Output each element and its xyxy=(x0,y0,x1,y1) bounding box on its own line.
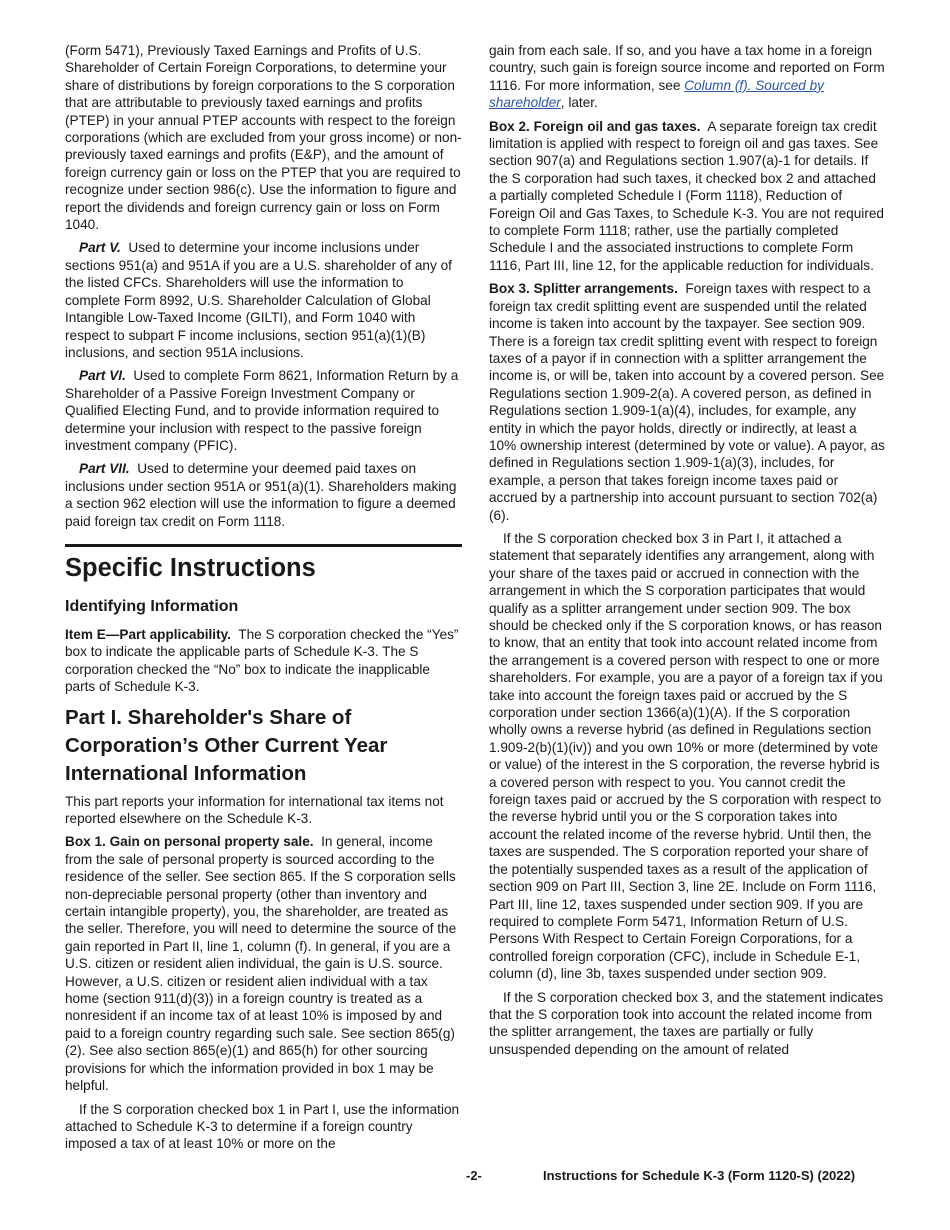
paragraph-box-3-cont-2: If the S corporation checked box 3, and the statement indicates that the S corporation took into account the related income from the splitter arrangement, the taxes are partially or fully unsuspended depending on the amount of related xyxy=(489,989,884,1057)
box-3-text: Foreign taxes with respect to a foreign tax credit splitting event are suspended until the related income is taken into account by the taxpayer. See section 909. There is a foreign tax credit splitting event with respect to foreign taxes of a payor if in connection with a splitter arrangement the income is, or will be, taken into account by a covered person. See Regulations section 1.909-2(a). A covered person, as defined in Regulations section 1.909-1(a)(4), includes, for example, any entity in which the payor holds, directly or indirectly, at least a 10% ownership interest (determined by vote or value). A payor, as defined in Regulations section 1.909-1(a)(3), includes, for example, a person that takes foreign income taxes paid or accrued by a partnership into account pursuant to section 702(a)(6). xyxy=(489,281,885,523)
paragraph-part-i-intro: This part reports your information for international tax items not reported elsewhere on the Schedule K-3. xyxy=(65,793,444,826)
paragraph-box-2 xyxy=(489,118,886,275)
paragraph-part-v xyxy=(65,239,462,361)
footer-document-title: Instructions for Schedule K-3 (Form 1120-S) (2022) xyxy=(543,1168,856,1183)
paragraph-item-e xyxy=(65,626,462,696)
box-3-label: Box 3. Splitter arrangements. xyxy=(489,281,678,297)
paragraph-box-1 xyxy=(65,833,462,1094)
box-1-end-tail: , later. xyxy=(560,95,598,111)
section-divider xyxy=(65,544,462,547)
paragraph-box-1-end xyxy=(489,42,886,112)
heading-part-i: Part I. Shareholder's Share of Corporation’s Other Current Year International Information xyxy=(65,705,388,785)
part-vi-label: Part VI. xyxy=(79,368,126,384)
left-column xyxy=(65,42,462,1159)
box-2-label: Box 2. Foreign oil and gas taxes. xyxy=(489,118,701,134)
paragraph-part-vi xyxy=(65,367,462,454)
box-1-end-text: gain from each sale. If so, and you have a tax home in a foreign country, such gain is foreign source income and reported on Form 1116. For more information, see xyxy=(489,43,885,93)
box-1-text: In general, income from the sale of personal property is sourced according to the residence of the seller. See section 865. If the S corporation sells non-depreciable personal property (other than inventory and certain intangible property), you, the shareholder, are treated as the seller. Therefore, you will need to determine the source of the gain reported in Part II, line 1, column (f). In general, if you are a U.S. citizen or resident alien individual, the gain is U.S. source. However, a U.S. citizen or resident alien individual with a tax home (section 911(d)(3)) in a foreign country is treated as a nonresident if an income tax of at least 10% is imposed by and paid to a foreign country regarding such sale. See section 865(g)(2). See also section 865(e)(1) and 865(h) for other sourcing provisions for which the information provided in box 1 may be helpful. xyxy=(65,834,457,1094)
paragraph-intro: (Form 5471), Previously Taxed Earnings and Profits of U.S. Shareholder of Certain Foreign Corporations, to determine your share of distributions by foreign corporations to the S corporation that are attributable to previously taxed earnings and profits (PTEP) in your annual PTEP accounts with respect to the foreign corporations (which are excluded from your gross income) or non-previously taxed earnings and profits (E&P), and the amount of foreign currency gain or loss on the PTEP that you are required to recognize under section 986(c). Use the information to figure and report the dividends and foreign currency gain or loss on Form 1040. xyxy=(65,43,462,233)
box-2-text: A separate foreign tax credit limitation is applied with respect to foreign oil and gas taxes. See section 907(a) and Regulations section 1.907(a)-1 for details. If the S corporation had such taxes, it checked box 2 and attached a partially completed Schedule I (Form 1118), Reduction of Foreign Oil and Gas Taxes, to Schedule K-3. You are not required to complete Form 1118; rather, use the partially completed Schedule I and the associated instructions to complete Form 1116, Part III, line 12, for the applicable reduction for individuals. xyxy=(489,118,884,273)
heading-identifying-information: Identifying Information xyxy=(65,597,239,615)
part-v-text: Used to determine your income inclusions under sections 951(a) and 951A if you are a U.S. shareholder of any of the listed CFCs. Shareholders will use the information to complete Form 8992, U.S. Shareholder Calculation of Global Intangible Low-Taxed Income (GILTI), and Form 1040 with respect to subpart F income inclusions, section 951(a)(1)(B) inclusions, and section 951A inclusions. xyxy=(65,240,452,360)
part-vii-text: Used to determine your deemed paid taxes on inclusions under section 951A or 951(a)(1). Shareholders making a section 962 election will use the information to figure a deemed paid foreign tax credit on Form 1118. xyxy=(65,461,457,529)
part-vii-label: Part VII. xyxy=(79,461,130,477)
paragraph-part-vii xyxy=(65,460,462,530)
part-vi-text: Used to complete Form 8621, Information Return by a Shareholder of a Passive Foreign Investment Company or Qualified Electing Fund, and to provide information required to determine your inclusion with respect to the passive foreign investment company (PFIC). xyxy=(65,368,459,453)
paragraph-box-3-cont: If the S corporation checked box 3 in Part I, it attached a statement that separately identifies any arrangement, along with your share of the taxes paid or accrued in connection with the arrangement in which the S corporation participates that would qualify as a splitter arrangement under section 909. The box should be checked only if the S corporation knows, or has reason to know, that an entity that took into account related income from the arrangement is a covered person with respect to one or more shareholders. For example, you are a payor of a foreign tax if you take into account the foreign taxes paid or accrued by the S corporation under section 1366(a)(1)(A). If the S corporation wholly owns a reverse hybrid (as defined in Regulations section 1.909-2(b)(1)(iv)) and you own 10% or more (determined by vote or value) of the interest in the S corporation, the reverse hybrid is a covered person with respect to you. You cannot credit the foreign taxes paid or accrued by the S corporation with respect to the reverse hybrid until you or the S corporation takes into account the related income of the reverse hybrid. Until then, the taxes are suspended. The S corporation reported your share of the potentially suspended taxes as a result of the application of section 909 on Part III, Section 3, line 2E. Include on Form 1116, Part III, line 12, taxes suspended under section 909. If you are required to complete Form 5471, Information Return of U.S. Persons With Respect to Certain Foreign Corporations, for a controlled foreign corporation (CFC), include in Schedule E-1, column (d), line 3b, taxes suspended under section 909. xyxy=(489,530,883,982)
page-number: -2- xyxy=(466,1168,482,1183)
link-column-f-sourced-by-shareholder[interactable]: Column (f). Sourced by shareholder xyxy=(489,77,824,111)
heading-specific-instructions: Specific Instructions xyxy=(65,553,316,582)
part-v-label: Part V. xyxy=(79,240,121,256)
right-column xyxy=(489,42,886,1064)
paragraph-box-3 xyxy=(489,280,886,524)
box-1-label: Box 1. Gain on personal property sale. xyxy=(65,834,314,850)
item-e-text: The S corporation checked the “Yes” box to indicate the applicable parts of Schedule K-3. The S corporation checked the “No” box to indicate the inapplicable parts of Schedule K-3. xyxy=(65,626,459,695)
item-e-label: Item E—Part applicability. xyxy=(65,626,231,642)
paragraph-box-1-cont: If the S corporation checked box 1 in Part I, use the information attached to Schedule K-3 to determine if a foreign country imposed a tax of at least 10% or more on the xyxy=(65,1101,460,1152)
